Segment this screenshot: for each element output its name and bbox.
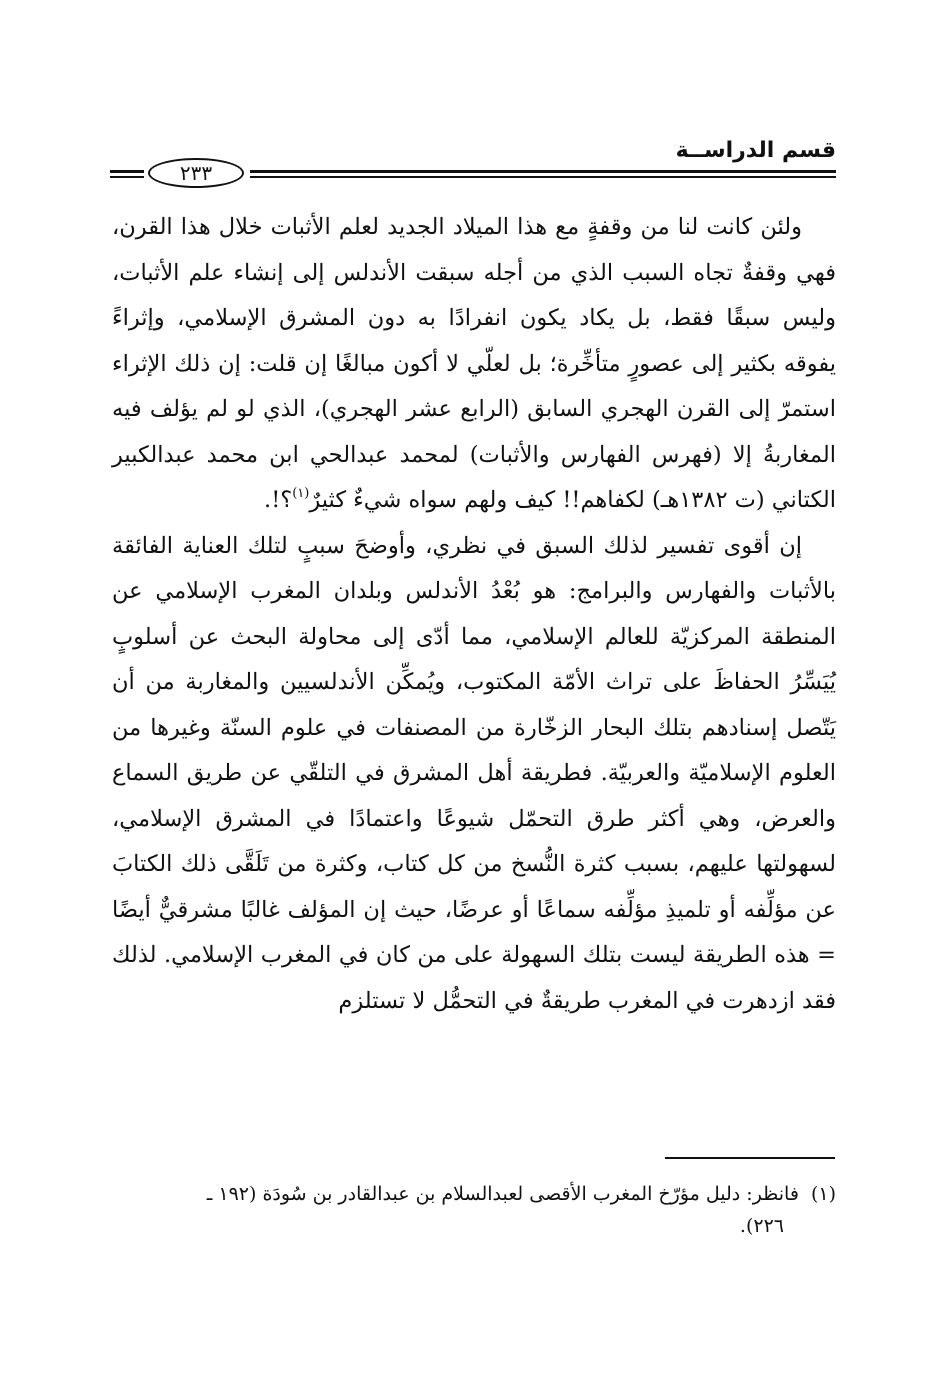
paragraph-text: إن أقوى تفسير لذلك السبق في نظري، وأوضحَ سببٍ لتلك العناية الفائقة بالأثبات والفهارس والبرامج: هو بُعْدُ الأندلس وبلدان المغرب الإسلامي عن المنطقة المركزيّة للعالم الإسلامي، مما أدّى إلى محاولة البحث عن أسلوبٍ يُيَسِّرُ الحفاظَ على تراث الأمّة المكتوب، ويُمكِّن الأندلسيين والمغاربة من أن يَتّصل إسنادهم بتلك البحار الزخّارة من المصنفات في علوم السنّة وغيرها من العلوم الإسلاميّة والعربيّة. فطريقة أهل المشرق في التلقّي عن طريق السماع والعرض، وهي أكثر طرق التحمّل شيوعًا واعتمادًا في المشرق الإسلامي، لسهولتها عليهم، بسبب كثرة النُّسخ من كل كتاب، وكثرة من تَلَقَّى ذلك الكتابَ عن مؤلِّفه أو تلميذِ مؤلِّفه سماعًا أو عرضًا، حيث إن المؤلف غالبًا مشرقيٌّ أيضًا = هذه الطريقة ليست بتلك السهولة على من كان في المغرب الإسلامي. لذلك فقد ازدهرت في المغرب طريقةٌ في التحمُّل لا تستلزم [112, 532, 836, 1014]
paragraph [112, 205, 836, 524]
header-rule [250, 170, 836, 173]
footnote-number: (١) [810, 1183, 836, 1205]
footnote-reference: (١) [292, 486, 310, 501]
header-rule-short [110, 176, 144, 178]
paragraph [112, 524, 836, 1025]
footnote-continuation: ٢٢٦). [739, 1215, 784, 1237]
paragraph-text: ولئن كانت لنا من وقفةٍ مع هذا الميلاد الجديد لعلم الأثبات خلال هذا القرن، فهي وقفةٌ تجاه السبب الذي من أجله سبقت الأندلس إلى إنشاء علم الأثبات، وليس سبقًا فقط، بل يكاد يكون انفرادًا به دون المشرق الإسلامي، وإثراءً يفوقه بكثير إلى عصورٍ متأخِّرة؛ بل لعلّي لا أكون مبالغًا إن قلت: إن ذلك الإثراء استمرّ إلى القرن الهجري السابق (الرابع عشر الهجري)، الذي لو لم يؤلف فيه المغاربةُ إلا (فهرس الفهارس والأثبات) لمحمد عبدالحي ابن محمد عبدالكبير الكتاني (ت ١٣٨٢هـ) لكفاهم!! كيف ولهم سواه شيءٌ كثيرٌ [112, 214, 836, 513]
section-title: قسم الدراســة [675, 138, 836, 163]
footnote-separator [665, 1157, 835, 1159]
header-rule-short [110, 170, 144, 173]
page-header [110, 130, 836, 190]
footnote-text: فانظر: دليل مؤرّخ المغرب الأقصى لعبدالسلام بن عبدالقادر بن سُودَة (١٩٢ ـ [206, 1183, 799, 1205]
footnote [112, 1178, 836, 1242]
paragraph-tail: ؟!. [264, 487, 293, 513]
header-rule [250, 176, 836, 178]
page-number: ٢٣٣ [148, 158, 244, 188]
body-text [112, 205, 836, 1024]
